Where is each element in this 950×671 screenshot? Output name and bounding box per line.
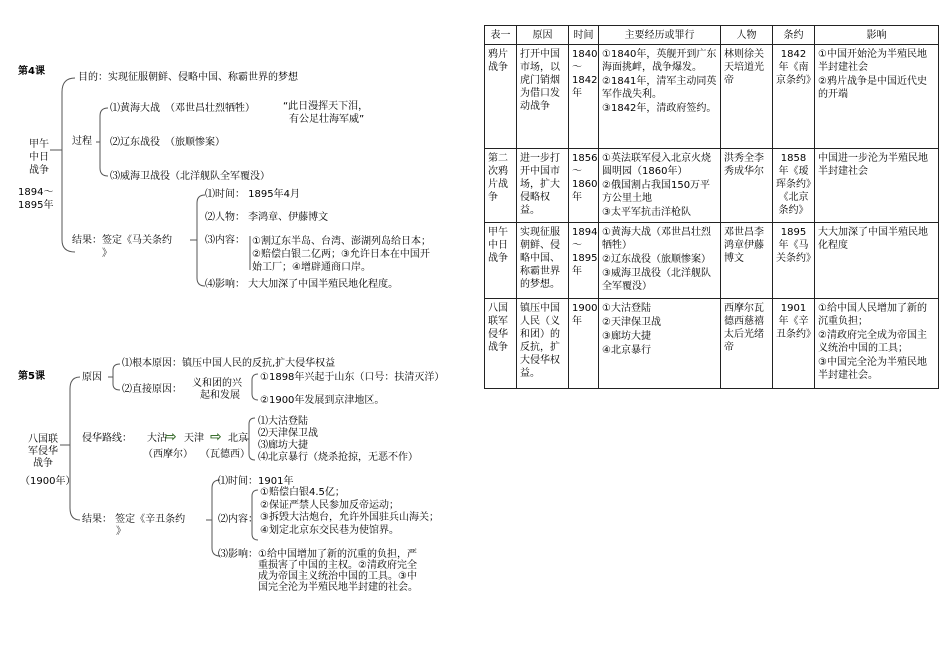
treaty-cell: 1858年《瑷珲条约》《北京条约》: [773, 149, 815, 223]
poem-line: “此日漫挥天下泪，: [283, 101, 369, 112]
war-name-line: 中日: [29, 152, 49, 163]
route-stop-dagu: 大沽: [147, 433, 167, 444]
result-impact-label: ⑶影响：: [218, 549, 258, 560]
table-header-row: [485, 26, 939, 45]
table-row: [485, 45, 939, 149]
impact-line: ①中国开始沦为半殖民地半封建社会: [818, 49, 927, 73]
result-time: ⑴时间： 1895年4月: [205, 189, 300, 200]
lesson4-title: 第4课: [18, 66, 45, 77]
route-arrow-icon: ⇨: [165, 429, 177, 445]
result-content-label: ⑵内容：: [218, 514, 258, 525]
process-item: ⑵辽东战役 （旅顺惨案）: [110, 137, 225, 148]
treaty-cell: 1842年《南京条约》: [773, 45, 815, 149]
content-item: ④划定北京东交民巷为使馆界。: [260, 524, 399, 536]
lesson4-war-name: [29, 138, 49, 177]
time-cell: 1900年: [569, 299, 599, 389]
event-line: ②俄国割占我国150万平方公里土地: [602, 180, 711, 204]
years-line: 1895年: [18, 200, 54, 211]
process-item: ⑴黄海大战 （邓世昌壮烈牺牲）: [110, 103, 255, 114]
war-name-line: 战争: [29, 165, 49, 176]
impact-cell: [815, 299, 939, 389]
event-line: ②辽东战役（旅顺惨案）: [602, 254, 711, 265]
event-item: ⑶廊坊大捷: [258, 440, 308, 451]
route-commander: （瓦德西）: [200, 449, 250, 460]
events-cell: [599, 45, 721, 149]
result-content-label: ⑶内容：: [205, 235, 245, 246]
war-name-cell: 鸦片战争: [485, 45, 517, 149]
time-cell: 1856～1860年: [569, 149, 599, 223]
route-label: 侵华路线：: [82, 433, 132, 444]
event-line: ③太平军抗击洋枪队: [602, 207, 691, 218]
lesson5-year: （1900年）: [20, 476, 76, 487]
people-cell: 邓世昌李鸿章伊藤博文: [721, 223, 773, 299]
table-row: [485, 149, 939, 223]
root-cause: ⑴根本原因：镇压中国人民的反抗,扩大侵华权益: [122, 358, 336, 369]
war-name-cell: 八国联军侵华战争: [485, 299, 517, 389]
impact-line: 大大加深了中国半殖民地化程度: [818, 227, 928, 251]
time-cell: 1840～1842年: [569, 45, 599, 149]
cause-cell: 进一步打开中国市场，扩大侵略权益。: [517, 149, 569, 223]
event-line: ①黄海大战（邓世昌壮烈牺牲）: [602, 227, 711, 251]
lesson5-title: 第5课: [18, 371, 45, 382]
header-cell: 原因: [517, 26, 569, 45]
header-cell: 条约: [773, 26, 815, 45]
impact-line: ②清政府完全成为帝国主义统治中国的工具；: [818, 330, 927, 354]
content-line: ①割辽东半岛、台湾、澎湖列岛给日本；: [252, 236, 431, 247]
route-commander: （西摩尔）: [143, 449, 193, 460]
result-content: [252, 235, 431, 274]
impact-line: ①给中国人民增加了新的沉重负担；: [818, 303, 927, 327]
war-name-line: 战争: [33, 458, 53, 469]
invasion-events: [258, 416, 418, 464]
boxer-movement: [192, 378, 242, 402]
event-line: ①英法联军侵入北京火烧圆明园（1860年）: [602, 153, 711, 177]
cause-cell: 实现征服朝鲜、侵略中国、称霸世界的梦想。: [517, 223, 569, 299]
result-impact: [258, 549, 418, 593]
boxer-line: 义和团的兴: [192, 378, 242, 389]
header-cell: 主要经历或罪行: [599, 26, 721, 45]
poem-line: 有公足壮海军威”: [289, 114, 365, 125]
route-stop-tianjin: 天津: [184, 433, 204, 444]
events-cell: [599, 223, 721, 299]
impact-line: ①给中国增加了新的沉重的负担，严: [258, 549, 417, 560]
impact-cell: [815, 45, 939, 149]
event-item: ⑷北京暴行（烧杀抢掠，无恶不作）: [258, 452, 418, 463]
header-cell: 表一: [485, 26, 517, 45]
content-item: ①赔偿白银4.5亿；: [260, 487, 345, 498]
treaty-cell: 1895年《马关条约》: [773, 223, 815, 299]
boxer-line: 起和发展: [200, 390, 240, 401]
treaty-cell: 1901年《辛丑条约》: [773, 299, 815, 389]
lesson4-process-label: 过程: [72, 136, 92, 147]
events-cell: [599, 299, 721, 389]
event-line: ②1841年，清军主动同英军作战失利。: [602, 76, 717, 100]
table-row: [485, 299, 939, 389]
years-line: 1894～: [18, 187, 54, 198]
time-cell: 1894～1895年: [569, 223, 599, 299]
result-label: 结果：签定《马关条约: [72, 235, 172, 246]
lesson5-war-name: [28, 434, 58, 470]
impact-line: 重损害了中国的主权。②清政府完全: [258, 560, 417, 571]
result-label: 结果： 签定《辛丑条约: [82, 514, 186, 525]
event-line: ③廊坊大捷: [602, 331, 651, 342]
lesson4-years: [18, 186, 53, 212]
event-line: ③1842年，清政府签约。: [602, 103, 717, 114]
war-name-line: 军侵华: [28, 446, 58, 457]
people-cell: 林则徐关天培道光帝: [721, 45, 773, 149]
result-label-end: 》: [116, 526, 126, 537]
event-item: ⑵天津保卫战: [258, 428, 318, 439]
cause-cell: 镇压中国人民（义和团）的反抗，扩大侵华权益。: [517, 299, 569, 389]
people-cell: 洪秀全李秀成华尔: [721, 149, 773, 223]
route-arrow-icon: ⇨: [210, 429, 222, 445]
process-item: ⑶威海卫战役（北洋舰队全军覆没）: [110, 171, 270, 182]
event-line: ④北京暴行: [602, 345, 651, 356]
content-line: ②赔偿白银二亿两；③允许日本在中国开: [252, 249, 430, 260]
people-cell: 西摩尔瓦德西慈禧太后光绪帝: [721, 299, 773, 389]
war-name-line: 八国联: [28, 434, 58, 445]
impact-cell: [815, 149, 939, 223]
event-line: ①大沽登陆: [602, 303, 651, 314]
result-people: ⑵人物： 李鸿章、伊藤博文: [205, 212, 329, 223]
cause-label: 原因: [82, 372, 102, 383]
poem-quote: [283, 100, 368, 126]
result-content: [260, 487, 439, 537]
war-name-cell: 甲午中日战争: [485, 223, 517, 299]
impact-line: 中国进一步沦为半殖民地半封建社会: [818, 153, 928, 177]
war-name-line: 甲午: [29, 139, 49, 150]
impact-line: ③中国完全沦为半殖民地半封建社会。: [818, 357, 927, 381]
route-stop-beijing: 北京: [228, 433, 248, 444]
impact-line: 国完全沦为半殖民地半封建的社会。: [258, 582, 418, 593]
cause-cell: 打开中国市场，以虎门销烟为借口发动战争: [517, 45, 569, 149]
war-name-cell: 第二次鸦片战争: [485, 149, 517, 223]
header-cell: 影响: [815, 26, 939, 45]
result-label-end: 》: [102, 248, 112, 259]
events-cell: [599, 149, 721, 223]
event-line: ②天津保卫战: [602, 317, 661, 328]
war-summary-table: [484, 25, 939, 389]
result-impact: ⑷影响： 大大加深了中国半殖民地化程度。: [205, 279, 399, 290]
lesson4-result: [72, 234, 172, 260]
content-line: 始工厂；④增辟通商口岸。: [252, 262, 371, 273]
impact-line: 成为帝国主义统治中国的工具。③中: [258, 571, 417, 582]
boxer-item: ②1900年发展到京津地区。: [260, 395, 385, 406]
event-item: ⑴大沽登陆: [258, 416, 308, 427]
lesson5-result: [82, 514, 185, 538]
event-line: ①1840年，英舰开到广东海面挑衅，战争爆发。: [602, 49, 717, 73]
result-time: ⑴时间：1901年: [218, 476, 294, 487]
header-cell: 人物: [721, 26, 773, 45]
impact-cell: [815, 223, 939, 299]
lesson4-purpose: 目的：实现征服朝鲜、侵略中国、称霸世界的梦想: [78, 72, 298, 83]
boxer-item: ①1898年兴起于山东（口号：扶清灭洋）: [260, 372, 445, 383]
content-item: ③拆毁大沽炮台，允许外国驻兵山海关；: [260, 512, 439, 523]
header-cell: 时间: [569, 26, 599, 45]
table-row: [485, 223, 939, 299]
impact-line: ②鸦片战争是中国近代史的开端: [818, 76, 927, 100]
content-item: ②保证严禁人民参加反帝运动；: [260, 499, 399, 511]
direct-cause-label: ⑵直接原因：: [122, 384, 182, 395]
event-line: ③威海卫战役（北洋舰队全军覆没）: [602, 268, 711, 292]
